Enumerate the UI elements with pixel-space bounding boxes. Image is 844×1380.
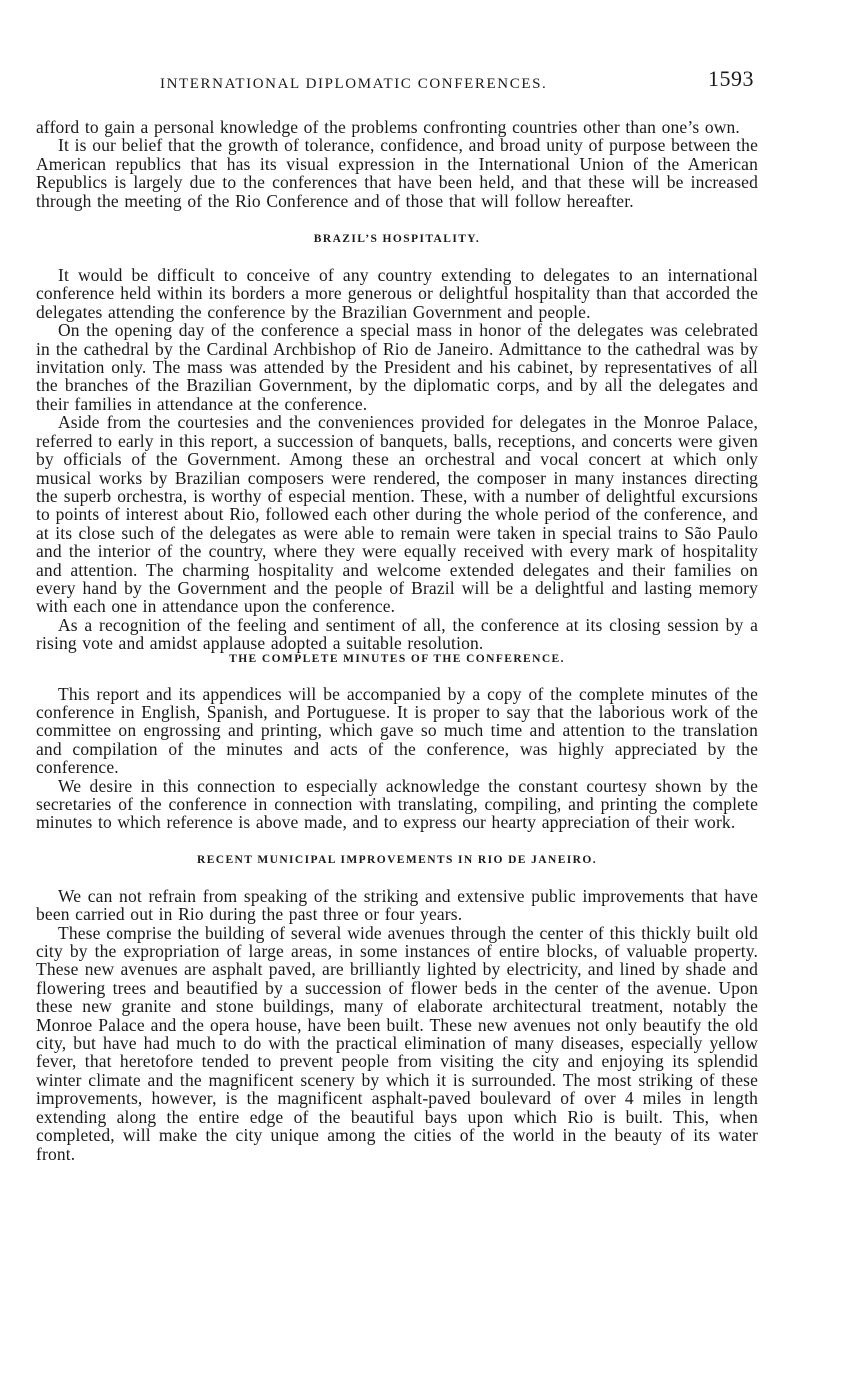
running-header [36, 60, 758, 100]
paragraph-continued: afford to gain a personal knowledge of the problems confronting countries other than one’s own. [36, 117, 740, 137]
paragraph-public-improvements: We can not refrain from speaking of the striking and extensive public improvements that have been carried out in Rio during the past three or four years. [36, 885, 758, 925]
paragraph-minutes-report: This report and its appendices will be accompanied by a copy of the complete minutes of the conference in English, Spanish, and Portuguese. It is proper to say that the laborious work of the committee on engrossing and printing, which gave so much time and attention to the translation and compilation of the minutes and acts of the conference, was highly appreciated by the conference. [36, 683, 758, 778]
paragraph-opening-mass: On the opening day of the conference a special mass in honor of the delegates was celebrated in the cathedral by the Cardinal Archbishop of Rio de Janeiro. Admittance to the cathedral was by invitation only. The mass was attended by the President and his cabinet, by representatives of all the branches of the Brazilian Government, by the diplomatic corps, and by all the delegates and their families in attendance at the conference. [36, 320, 758, 414]
section-heading-minutes: THE COMPLETE MINUTES OF THE CONFERENCE. [229, 652, 565, 665]
paragraph-conferences-unity: It is our belief that the growth of tolerance, confidence, and broad unity of purpose between the American republics that has its visual expression in the International Union of the American Republics is largely due to the conferences that have been held, and that these will be increased through the meeting of the Rio Conference and of those that will follow hereafter. [36, 135, 758, 211]
document-page [36, 60, 758, 1163]
section-heading-hospitality: BRAZIL’S HOSPITALITY. [313, 233, 481, 246]
page-number: 1593 [708, 66, 754, 91]
section-heading-municipal: RECENT MUNICIPAL IMPROVEMENTS IN RIO DE JANEIRO. [197, 853, 597, 866]
paragraph-avenues: These comprise the building of several wide avenues through the center of this thickly built old city by the expropriation of large areas, in some instances of entire blocks, of valuable property. These new avenues are asphalt paved, are brilliantly lighted by electricity, and lined by shade and flowering trees and beautified by a succession of flower beds in the center of the avenue. Upon these new granite and stone buildings, many of elaborate architectural treatment, notably the Monroe Palace and the opera house, have been built. These new avenues not only beautify the old city, but have had much to do with the practical elimination of many diseases, especially yellow fever, that heretofore tended to prevent people from visiting the city and enjoying its splendid winter climate and the magnificent scenery by which it is surrounded. The most striking of these improvements, however, is the magnificent asphalt-paved boulevard of over 4 miles in length extending along the entire edge of the beautiful bays upon which Rio is built. This, when completed, will make the city unique among the cities of the world in the beauty of its water front. [36, 922, 758, 1164]
paragraph-secretaries-thanks: We desire in this connection to especially acknowledge the constant courtesy shown by the secretaries of the conference in connection with translating, compiling, and printing the complete minutes to which reference is above made, and to express our hearty appreciation of their work. [36, 775, 758, 833]
running-title: INTERNATIONAL DIPLOMATIC CONFERENCES. [160, 76, 548, 92]
paragraph-resolution: As a recognition of the feeling and sentiment of all, the conference at its closing session by a rising vote and amidst applause adopted a suitable resolution. [36, 614, 758, 654]
paragraph-hospitality-intro: It would be difficult to conceive of any country extending to delegates to an international conference held within its borders a more generous or delightful hospitality than that accorded the delegates attending the conference by the Brazilian Government and people. [36, 265, 758, 322]
paragraph-courtesies: Aside from the courtesies and the conveniences provided for delegates in the Monroe Palace, referred to early in this report, a succession of banquets, balls, receptions, and concerts were given by officials of the Government. Among these an orchestral and vocal concert at which only musical works by Brazilian composers were rendered, the composer in many instances directing the superb orchestra, is worthy of especial mention. These, with a number of delightful excursions to points of interest about Rio, followed each other during the whole period of the conference, and at its close such of the delegates as were able to remain were taken in special trains to São Paulo and the interior of the country, where they were equally received with every mark of hospitality and attention. The charming hospitality and welcome extended delegates and their families on every hand by the Government and the people of Brazil will be a delightful and lasting memory with each one in attendance upon the conference. [36, 412, 758, 617]
